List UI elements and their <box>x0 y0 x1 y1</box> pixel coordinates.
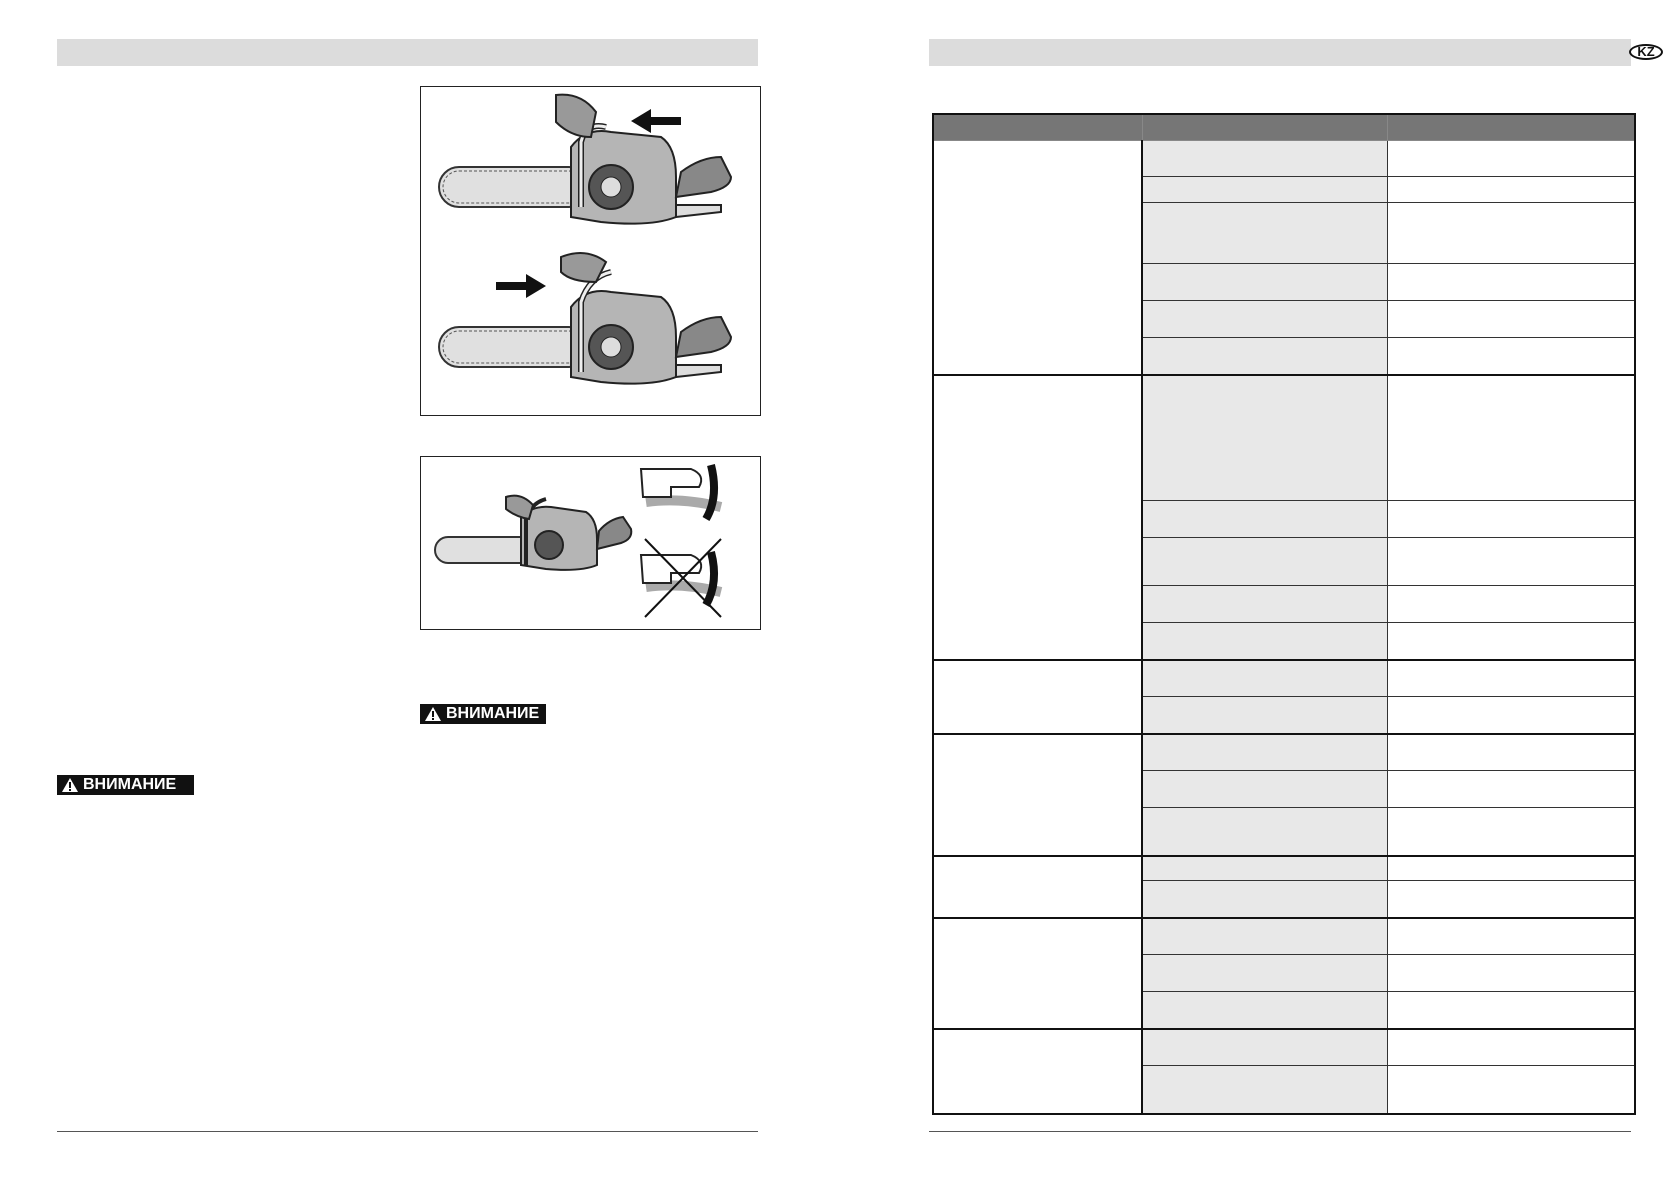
incorrect-grip-icon <box>641 539 721 617</box>
warning-label-right-column <box>420 704 546 724</box>
cause-cell <box>1142 734 1387 771</box>
remedy-cell <box>1387 856 1635 881</box>
problem-cell <box>933 734 1142 856</box>
saw-brake-engaged <box>439 95 731 224</box>
remedy-cell <box>1387 264 1635 301</box>
cause-cell <box>1142 697 1387 734</box>
remedy-cell <box>1387 660 1635 697</box>
table-row <box>933 660 1635 697</box>
warning-text: ВНИМАНИЕ <box>83 776 177 793</box>
cause-cell <box>1142 375 1387 501</box>
header-problem <box>933 114 1142 141</box>
problem-cell <box>933 141 1142 375</box>
remedy-cell <box>1387 881 1635 918</box>
problem-cell <box>933 1029 1142 1114</box>
cause-cell <box>1142 177 1387 203</box>
cause-cell <box>1142 586 1387 623</box>
table-body <box>933 141 1635 1114</box>
remedy-cell <box>1387 375 1635 501</box>
header-cause <box>1142 114 1387 141</box>
header-remedy <box>1387 114 1635 141</box>
chain-brake-figure <box>420 86 761 416</box>
table-row <box>933 856 1635 881</box>
cause-cell <box>1142 203 1387 264</box>
warning-label-left-column <box>57 775 194 795</box>
right-page <box>839 0 1678 1191</box>
table-row <box>933 918 1635 955</box>
problem-cell <box>933 660 1142 734</box>
cause-cell <box>1142 955 1387 992</box>
remedy-cell <box>1387 992 1635 1029</box>
grip-illustration <box>421 457 760 629</box>
remedy-cell <box>1387 338 1635 375</box>
remedy-cell <box>1387 1029 1635 1066</box>
remedy-cell <box>1387 538 1635 586</box>
remedy-cell <box>1387 501 1635 538</box>
cause-cell <box>1142 338 1387 375</box>
cause-cell <box>1142 141 1387 177</box>
left-header-bar <box>57 39 758 66</box>
cause-cell <box>1142 264 1387 301</box>
remedy-cell <box>1387 918 1635 955</box>
table-row <box>933 375 1635 501</box>
warning-text: ВНИМАНИЕ <box>446 705 540 722</box>
cause-cell <box>1142 856 1387 881</box>
cause-cell <box>1142 538 1387 586</box>
remedy-cell <box>1387 771 1635 808</box>
table-row <box>933 1029 1635 1066</box>
right-header-bar <box>929 39 1655 66</box>
cause-cell <box>1142 623 1387 660</box>
arrow-right-icon <box>496 274 546 298</box>
correct-grip-icon <box>641 465 721 519</box>
saw-brake-released <box>439 253 731 384</box>
cause-cell <box>1142 660 1387 697</box>
cause-cell <box>1142 1029 1387 1066</box>
remedy-cell <box>1387 586 1635 623</box>
cause-cell <box>1142 881 1387 918</box>
cause-cell <box>1142 992 1387 1029</box>
cause-cell <box>1142 771 1387 808</box>
problem-cell <box>933 856 1142 918</box>
warning-triangle-icon <box>61 777 79 793</box>
problem-cell <box>933 918 1142 1029</box>
cause-cell <box>1142 501 1387 538</box>
remedy-cell <box>1387 1066 1635 1114</box>
remedy-cell <box>1387 141 1635 177</box>
arrow-left-icon <box>631 109 681 133</box>
cause-cell <box>1142 918 1387 955</box>
table-row <box>933 141 1635 177</box>
saw-small <box>435 496 631 570</box>
warning-triangle-icon <box>424 706 442 722</box>
remedy-cell <box>1387 623 1635 660</box>
remedy-cell <box>1387 203 1635 264</box>
left-footer-rule <box>57 1131 758 1132</box>
language-badge: KZ <box>1629 44 1663 60</box>
remedy-cell <box>1387 808 1635 856</box>
troubleshooting-table <box>932 113 1636 1115</box>
remedy-cell <box>1387 177 1635 203</box>
problem-cell <box>933 375 1142 660</box>
remedy-cell <box>1387 955 1635 992</box>
table-row <box>933 734 1635 771</box>
cause-cell <box>1142 808 1387 856</box>
table-header-row <box>933 114 1635 141</box>
remedy-cell <box>1387 301 1635 338</box>
cause-cell <box>1142 301 1387 338</box>
cause-cell <box>1142 1066 1387 1114</box>
remedy-cell <box>1387 697 1635 734</box>
remedy-cell <box>1387 734 1635 771</box>
chain-brake-illustration <box>421 87 760 415</box>
grip-figure <box>420 456 761 630</box>
right-footer-rule <box>929 1131 1631 1132</box>
